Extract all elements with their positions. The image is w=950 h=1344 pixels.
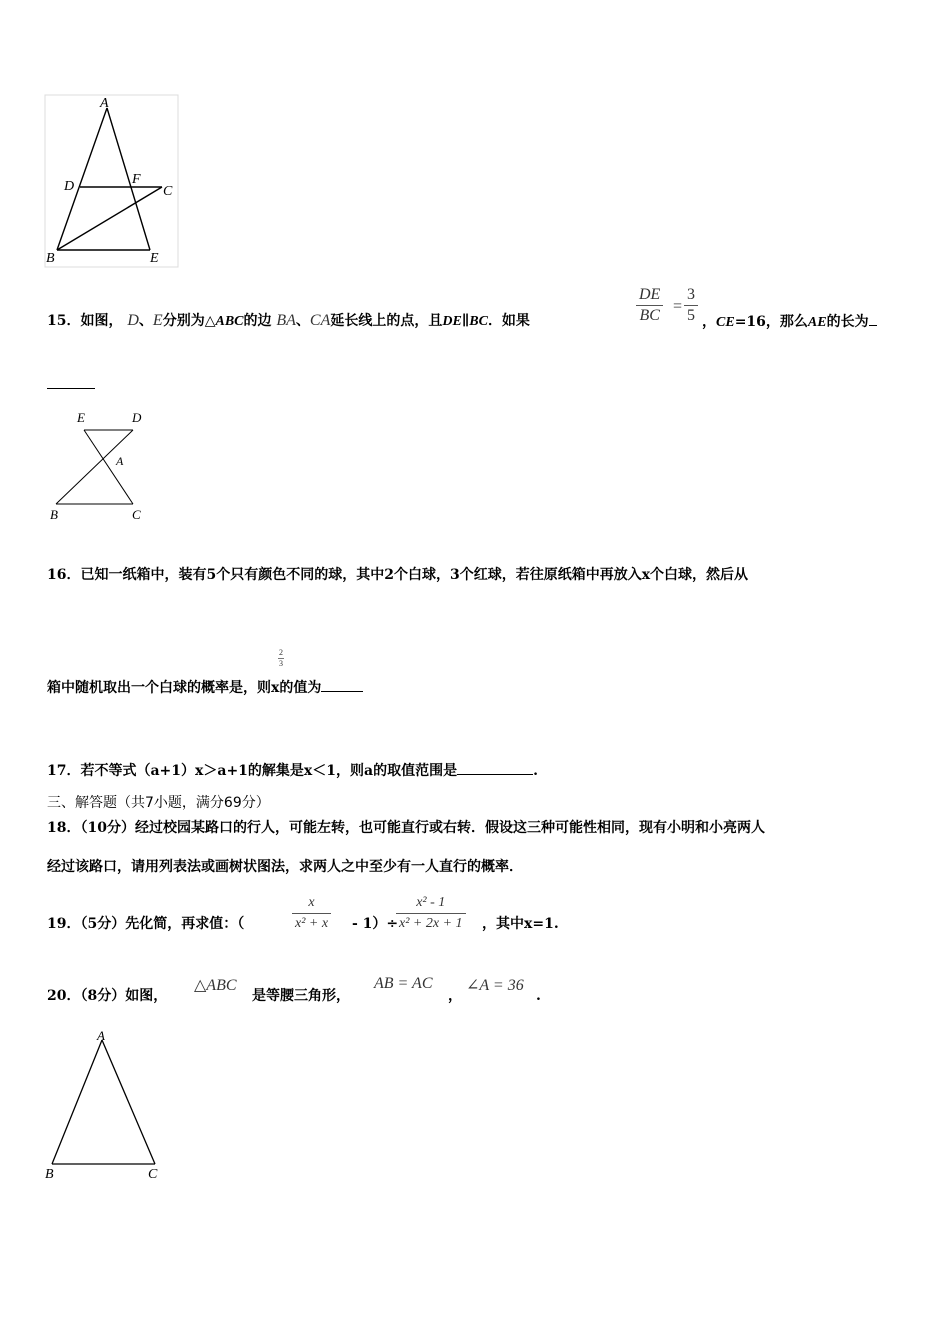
q15-text: 延长线上的点，且 [330,313,443,329]
q19-minus: - 1）÷ [352,916,399,932]
figure-hourglass [44,406,154,524]
q15-sep: 、 [295,313,310,329]
frac-numerator: DE [636,285,663,306]
label-e: E [77,410,85,425]
frac-numerator: x [292,893,331,914]
q15-fraction-3-5 [684,285,698,326]
q15-text: ， [702,314,716,330]
frac-numerator: x² - 1 [396,893,466,914]
answer-blank-15 [47,388,95,389]
q15-number: 15． [47,313,81,329]
question-16-line2 [47,677,363,698]
frac-denominator: x² + x [295,916,329,931]
q15-equals: = [673,298,683,315]
q20-triangle-abc: △ABC [194,977,237,994]
question-15 [47,311,530,332]
label-c: C [163,184,173,199]
frac-denominator: 5 [687,307,695,324]
math-de: DE [442,314,462,329]
question-17 [47,760,538,781]
q20-ab-eq-ac: AB = AC [374,975,433,992]
q15-fraction-de-bc [636,285,663,326]
frac-denominator: x² + 2x + 1 [399,916,463,931]
q20-end: . [536,988,541,1004]
math-ba: BA [276,312,296,329]
q20-comma: ， [448,988,462,1004]
frac-denominator: BC [639,307,660,324]
label-f: F [132,172,141,187]
frac-numerator: 2 [279,648,283,657]
math-bc: BC [469,314,488,329]
answer-blank [869,311,877,326]
frac-denominator: 3 [279,659,283,668]
math-e: E [152,312,163,329]
section-3-heading: 三、解答题（共7小题，满分69分） [47,795,270,811]
label-b: B [45,1167,54,1182]
q15-text: 的长为 [826,314,869,330]
label-d: D [64,179,75,194]
label-c: C [148,1167,158,1182]
q15-text: 如图， [80,313,123,329]
q15-text: =16，那么 [734,314,808,330]
q19-suffix: ，其中x=1. [482,916,559,932]
math-ae: AE [807,315,827,330]
answer-blank-16 [321,677,363,692]
q19-prefix: 19．（5分）先化简，再求值：（ [47,916,245,932]
question-16-line1: 16．已知一纸箱中，装有5个只有颜色不同的球，其中2个白球，3个红球，若往原纸箱中再放入x个白球，然后从 [47,567,749,583]
q16-text: ，则x的值为 [243,680,322,696]
q15-sep: 、 [138,313,153,329]
q16-fraction [278,648,284,669]
question-18-line2: 经过该路口，请用列表法或画树状图法，求两人之中至少有一人直行的概率． [47,859,523,875]
question-19 [47,914,244,934]
math-ce: CE [716,315,735,330]
q15-text: 的边 [243,313,272,329]
math-abc: ABC [215,314,244,329]
q15-text: ．如果 [487,313,530,329]
question-20 [47,986,167,1006]
q20-angle-a: ∠A = 36 [466,977,524,994]
q20-text: 是等腰三角形， [252,988,350,1004]
q17-text: 17．若不等式（a+1）x＞a+1的解集是x＜1，则a的取值范围是 [47,763,458,779]
label-a: A [100,96,109,111]
q19-fraction-1 [292,893,331,934]
math-d: D [127,312,139,329]
question-15-cont [702,311,877,333]
math-ca: CA [309,312,331,329]
label-c: C [132,507,141,522]
label-a: A [116,454,124,468]
q16-text: 箱中随机取出一个白球的概率是 [47,680,243,696]
label-e: E [150,251,159,266]
label-b: B [50,507,58,522]
q15-text: 分别为△ [162,313,216,329]
frac-numerator: 3 [684,285,698,306]
q20-prefix: 20．（8分）如图， [47,988,168,1004]
q17-end: . [533,763,538,779]
question-18-line1: 18．（10分）经过校园某路口的行人，可能左转，也可能直行或右转．假设这三种可能性相同，现有小明和小亮两人 [47,820,765,836]
figure-isosceles-triangle [40,1026,170,1186]
q19-fraction-2 [396,893,466,934]
label-b: B [46,251,55,266]
figure-triangle-abe [44,94,184,270]
label-a: A [97,1028,105,1043]
label-d: D [132,410,142,425]
answer-blank-17 [457,760,533,775]
parallel-symbol: ∥ [461,313,470,329]
